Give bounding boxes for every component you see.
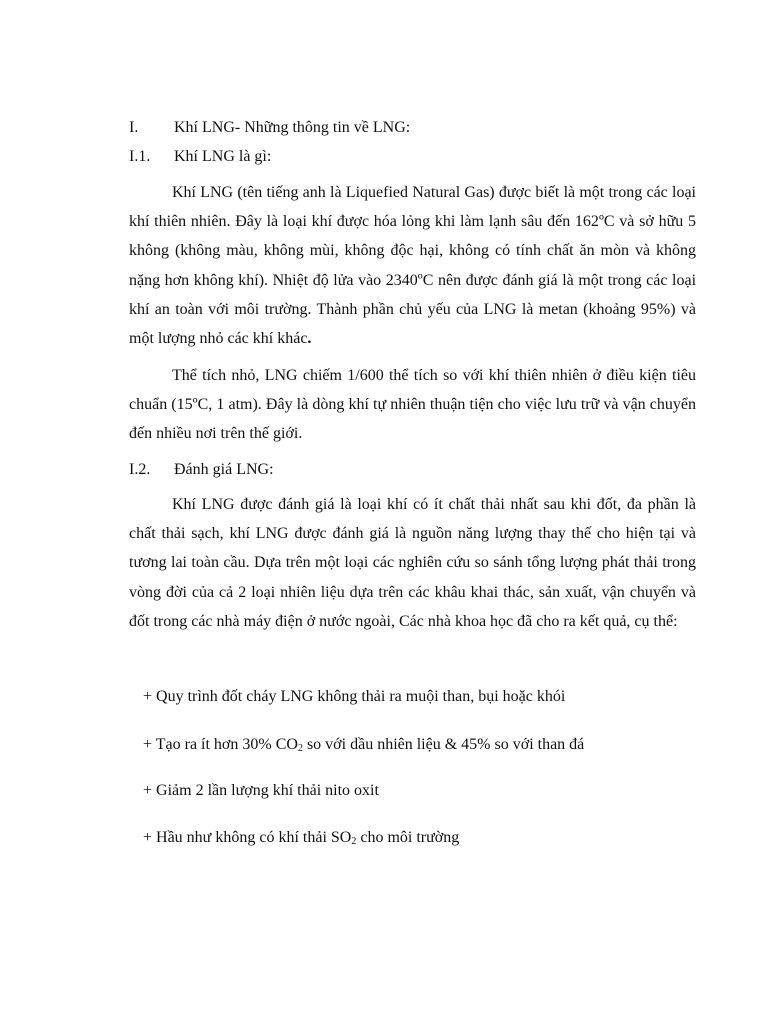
paragraph-text: Khí LNG (tên tiếng anh là Liquefied Natural Gas) được biết là một trong các loại khí thiên nhiên. Đây là loại khí được hóa lỏng khi làm lạnh sâu đến 162 <box>129 184 696 231</box>
list-item <box>143 827 459 849</box>
paragraph-text: ºC và sở hữu 5 không (không màu, không mùi, không độc hại, không có tính chất ăn mòn và không nặng hơn không khí). Nhiệt độ lửa vào 2340 <box>129 213 696 289</box>
paragraph-text: ºC nên được đánh giá là một trong các loại khí an toàn với môi trường. Thành phần chủ yếu của LNG là metan (khoảng 95%) và một lượng nhỏ các khí khác <box>129 271 697 348</box>
section-title: Khí LNG- Những thông tin về LNG: <box>174 119 411 136</box>
section-heading-1-1 <box>129 146 271 168</box>
section-number: I.2. <box>129 461 151 478</box>
section-title: Khí LNG là gì: <box>174 148 272 165</box>
list-item-text: so với dầu nhiên liệu & 45% so với than đá <box>302 736 585 753</box>
paragraph-text: . <box>307 330 312 348</box>
list-item <box>143 734 584 756</box>
list-item: + Quy trình đốt cháy LNG không thải ra muội than, bụi hoặc khói <box>143 688 566 705</box>
section-number: I. <box>129 119 139 136</box>
paragraph-lng-evaluation: Khí LNG được đánh giá là loại khí có ít chất thải nhất sau khi đốt, đa phần là chất thải sạch, khí LNG được đánh giá là nguồn năng lượng thay thế cho hiện tại và tương lai toàn cầu. Dựa trên một loại các nghiên cứu so sánh tổng lượng phát thải trong vòng đời của cả 2 loại nhiên liệu dựa trên các khâu khai thác, sản xuất, vận chuyển và đốt trong các nhà máy điện ở nước ngoài, Các nhà khoa học đã cho ra kết quả, cụ thể: <box>129 496 696 630</box>
list-item-text: + Hầu như không có khí thải SO <box>143 829 352 846</box>
section-heading-1-2 <box>129 459 274 481</box>
subscript: 2 <box>351 836 357 847</box>
section-heading-1 <box>129 117 410 139</box>
paragraph-lng-definition <box>129 178 696 353</box>
section-title: Đánh giá LNG: <box>174 461 274 478</box>
section-number: I.1. <box>129 148 151 165</box>
subscript: 2 <box>297 743 303 754</box>
list-item: + Giảm 2 lần lượng khí thải nito oxit <box>143 782 379 799</box>
list-item-text: cho môi trường <box>356 829 460 846</box>
paragraph-lng-volume: Thể tích nhỏ, LNG chiếm 1/600 thể tích so với khí thiên nhiên ở điều kiện tiêu chuẩn (15ºC, 1 atm). Đây là dòng khí tự nhiên thuận tiện cho việc lưu trữ và vận chuyển đến nhiều nơi trên thế giới. <box>129 367 696 443</box>
list-item-text: + Tạo ra ít hơn 30% CO <box>143 736 298 753</box>
